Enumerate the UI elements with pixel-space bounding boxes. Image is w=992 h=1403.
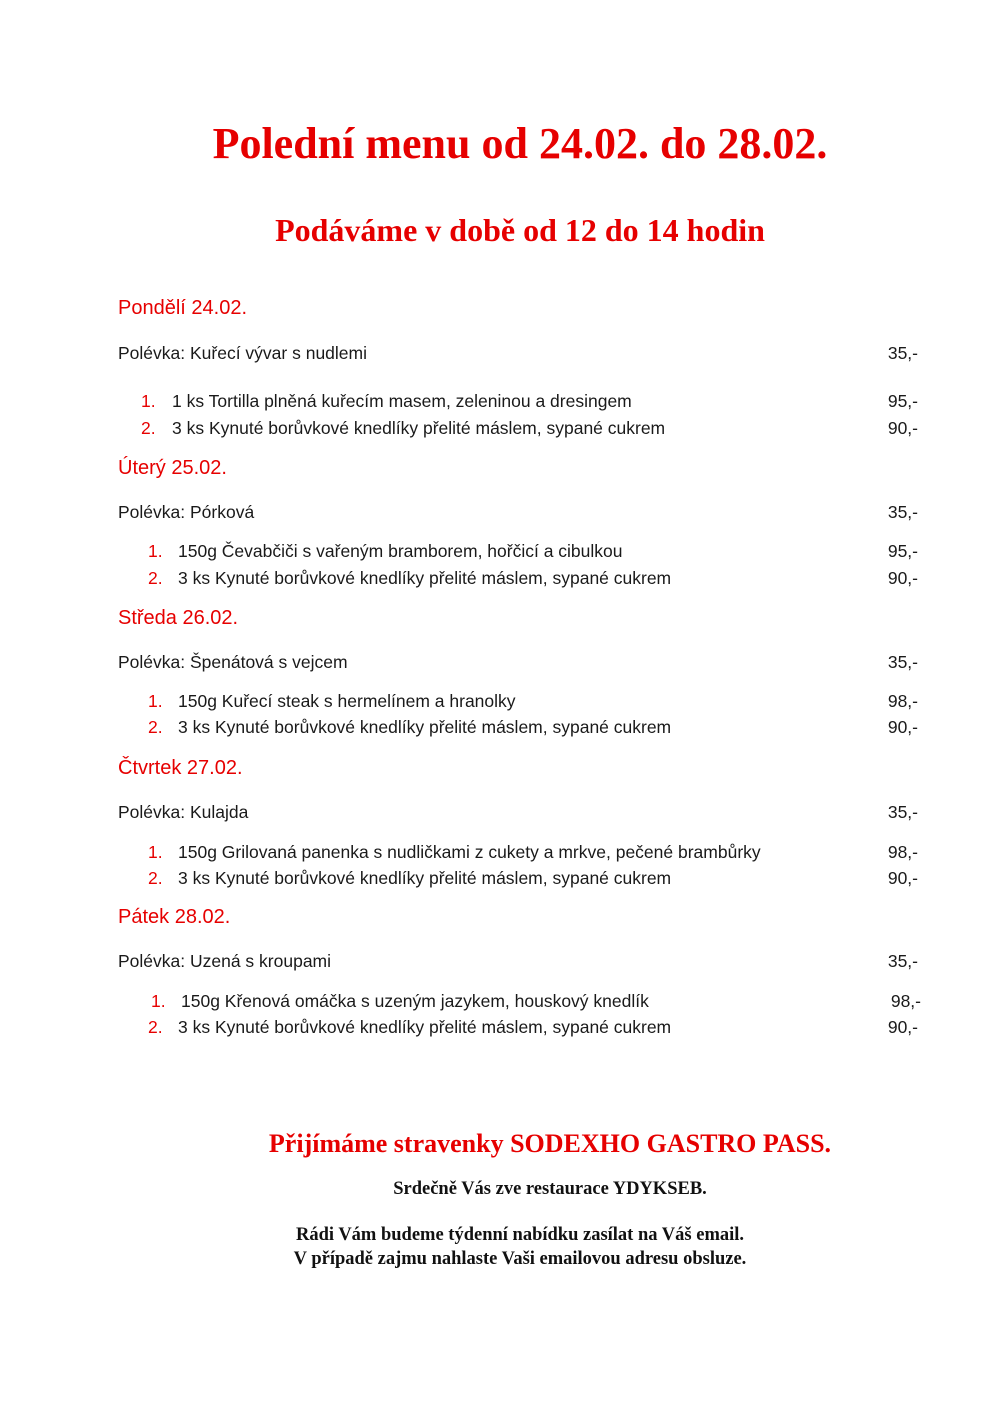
item-price: 98,- <box>887 691 918 711</box>
menu-item-thursday-2 <box>118 866 918 890</box>
item-text: 3 ks Kynuté borůvkové knedlíky přelité máslem, sypané cukrem <box>178 868 672 888</box>
soup-row-thursday <box>118 800 918 824</box>
soup-row-tuesday <box>118 500 918 524</box>
item-price: 95,- <box>887 541 918 561</box>
soup-price: 35,- <box>887 502 918 522</box>
menu-item-monday-2 <box>118 416 918 440</box>
page-title: Polední menu od 24.02. do 28.02. <box>212 119 828 168</box>
soup-label: Polévka: Uzená s kroupami <box>118 951 332 971</box>
item-price: 90,- <box>887 717 918 737</box>
soup-price: 35,- <box>887 802 918 822</box>
day-heading-friday: Pátek 28.02. <box>118 906 231 928</box>
item-text: 1 ks Tortilla plněná kuřecím masem, zeleninou a dresingem <box>172 391 632 411</box>
item-text: 150g Křenová omáčka s uzeným jazykem, houskový knedlík <box>181 991 649 1011</box>
soup-price: 35,- <box>887 343 918 363</box>
menu-item-monday-1 <box>118 389 918 413</box>
soup-row-wednesday <box>118 650 918 674</box>
soup-row-monday <box>118 341 918 365</box>
day-heading-wednesday: Středa 26.02. <box>118 607 239 629</box>
soup-label: Polévka: Kulajda <box>118 802 249 822</box>
item-text: 3 ks Kynuté borůvkové knedlíky přelité máslem, sypané cukrem <box>178 568 672 588</box>
item-text: 150g Grilovaná panenka s nudličkami z cukety a mrkve, pečené brambůrky <box>178 842 761 862</box>
menu-item-wednesday-2 <box>118 715 918 739</box>
item-text: 3 ks Kynuté borůvkové knedlíky přelité máslem, sypané cukrem <box>172 418 666 438</box>
item-number: 2. <box>141 418 156 438</box>
email-offer-line-2: V případě zajmu nahlaste Vaši emailovou adresu obsluze. <box>293 1249 747 1269</box>
item-price: 90,- <box>887 1017 918 1037</box>
day-heading-tuesday: Úterý 25.02. <box>118 457 227 479</box>
menu-item-tuesday-1 <box>118 539 918 563</box>
item-number: 2. <box>148 868 163 888</box>
serving-hours: Podáváme v době od 12 do 14 hodin <box>275 212 765 248</box>
item-number: 1. <box>148 691 163 711</box>
item-price: 90,- <box>887 418 918 438</box>
item-price: 90,- <box>887 568 918 588</box>
meal-vouchers-note: Přijímáme stravenky SODEXHO GASTRO PASS. <box>268 1129 832 1158</box>
soup-label: Polévka: Špenátová s vejcem <box>118 652 348 672</box>
item-text: 3 ks Kynuté borůvkové knedlíky přelité máslem, sypané cukrem <box>178 1017 672 1037</box>
menu-item-friday-1 <box>118 989 921 1013</box>
item-text: 3 ks Kynuté borůvkové knedlíky přelité máslem, sypané cukrem <box>178 717 672 737</box>
soup-label: Polévka: Pórková <box>118 502 255 522</box>
day-heading-thursday: Čtvrtek 27.02. <box>118 757 243 779</box>
menu-item-wednesday-1 <box>118 689 918 713</box>
restaurant-invite: Srdečně Vás zve restaurace YDYKSEB. <box>393 1179 707 1199</box>
menu-item-thursday-1 <box>118 840 918 864</box>
item-price: 98,- <box>887 842 918 862</box>
soup-row-friday <box>118 949 918 973</box>
item-price: 98,- <box>890 991 921 1011</box>
item-number: 1. <box>141 391 156 411</box>
item-number: 2. <box>148 568 163 588</box>
item-number: 2. <box>148 717 163 737</box>
item-number: 2. <box>148 1017 163 1037</box>
soup-price: 35,- <box>887 951 918 971</box>
item-text: 150g Čevabčiči s vařeným bramborem, hořčicí a cibulkou <box>178 541 623 561</box>
menu-item-tuesday-2 <box>118 566 918 590</box>
soup-price: 35,- <box>887 652 918 672</box>
menu-item-friday-2 <box>118 1015 918 1039</box>
soup-label: Polévka: Kuřecí vývar s nudlemi <box>118 343 367 363</box>
item-price: 90,- <box>887 868 918 888</box>
item-number: 1. <box>151 991 166 1011</box>
item-number: 1. <box>148 842 163 862</box>
day-heading-monday: Pondělí 24.02. <box>118 297 247 319</box>
item-text: 150g Kuřecí steak s hermelínem a hranolky <box>178 691 516 711</box>
item-price: 95,- <box>887 391 918 411</box>
item-number: 1. <box>148 541 163 561</box>
email-offer-line-1: Rádi Vám budeme týdenní nabídku zasílat na Váš email. <box>295 1225 745 1245</box>
